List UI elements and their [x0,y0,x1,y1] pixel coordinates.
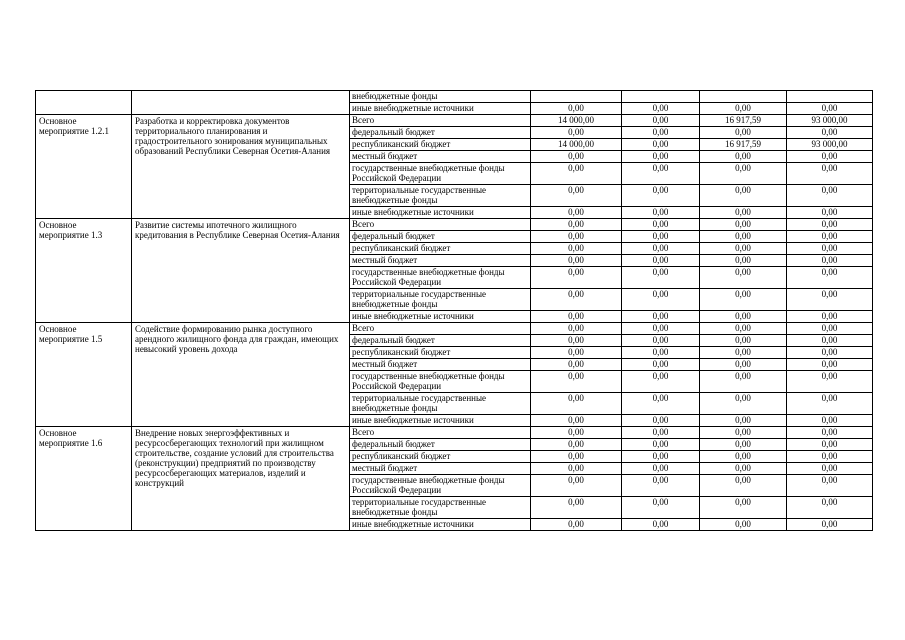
amount-cell: 0,00 [700,231,787,243]
amount-cell: 0,00 [700,185,787,207]
budget-table-body [36,91,873,531]
amount-cell: 0,00 [700,475,787,497]
amount-cell: 0,00 [531,519,622,531]
amount-cell: 0,00 [531,267,622,289]
budget-table [35,90,873,531]
amount-cell: 93 000,00 [787,139,873,151]
amount-cell: 0,00 [622,451,700,463]
activity-description-cell: Развитие системы ипотечного жилищного кредитования в Республике Северная Осетия-Алания [132,219,350,323]
activity-label-cell [36,91,132,115]
amount-cell: 16 917,59 [700,115,787,127]
amount-cell: 0,00 [622,231,700,243]
amount-cell: 0,00 [622,371,700,393]
amount-cell: 0,00 [531,451,622,463]
amount-cell: 0,00 [622,497,700,519]
amount-cell: 0,00 [622,335,700,347]
amount-cell: 0,00 [787,243,873,255]
table-row [36,115,873,127]
amount-cell: 0,00 [622,115,700,127]
amount-cell: 0,00 [787,439,873,451]
amount-cell: 0,00 [531,103,622,115]
amount-cell: 0,00 [787,323,873,335]
amount-cell: 0,00 [787,451,873,463]
amount-cell: 0,00 [531,371,622,393]
amount-cell: 0,00 [787,347,873,359]
amount-cell: 0,00 [531,415,622,427]
funding-source-cell: Всего [350,115,531,127]
amount-cell: 0,00 [787,289,873,311]
amount-cell: 0,00 [531,497,622,519]
amount-cell: 0,00 [787,359,873,371]
amount-cell: 14 000,00 [531,139,622,151]
funding-source-cell: федеральный бюджет [350,335,531,347]
amount-cell: 0,00 [531,243,622,255]
amount-cell: 0,00 [531,393,622,415]
amount-cell: 0,00 [700,103,787,115]
amount-cell: 0,00 [787,267,873,289]
amount-cell: 0,00 [787,255,873,267]
amount-cell: 0,00 [700,255,787,267]
amount-cell: 0,00 [531,127,622,139]
funding-source-cell: территориальные государственные внебюджетные фонды [350,497,531,519]
amount-cell: 0,00 [531,335,622,347]
amount-cell: 0,00 [787,311,873,323]
amount-cell: 0,00 [700,207,787,219]
funding-source-cell: Всего [350,323,531,335]
amount-cell: 0,00 [622,289,700,311]
amount-cell: 0,00 [622,439,700,451]
funding-source-cell: Всего [350,219,531,231]
funding-source-cell: государственные внебюджетные фонды Российской Федерации [350,267,531,289]
amount-cell: 0,00 [622,311,700,323]
funding-source-cell: местный бюджет [350,359,531,371]
amount-cell: 0,00 [787,371,873,393]
amount-cell: 0,00 [787,393,873,415]
activity-label-cell: Основное мероприятие 1.5 [36,323,132,427]
amount-cell: 0,00 [622,323,700,335]
funding-source-cell: республиканский бюджет [350,139,531,151]
amount-cell: 0,00 [622,475,700,497]
funding-source-cell: федеральный бюджет [350,231,531,243]
amount-cell: 0,00 [622,267,700,289]
amount-cell: 16 917,59 [700,139,787,151]
amount-cell [700,91,787,103]
amount-cell: 0,00 [622,127,700,139]
amount-cell: 0,00 [700,163,787,185]
amount-cell: 0,00 [700,393,787,415]
amount-cell: 0,00 [622,463,700,475]
amount-cell: 0,00 [622,185,700,207]
funding-source-cell: местный бюджет [350,463,531,475]
amount-cell: 0,00 [787,415,873,427]
activity-description-cell: Содействие формированию рынка доступного арендного жилищного фонда для граждан, имеющих невысокий уровень дохода [132,323,350,427]
amount-cell: 0,00 [531,185,622,207]
amount-cell: 0,00 [787,497,873,519]
amount-cell: 0,00 [622,415,700,427]
funding-source-cell: иные внебюджетные источники [350,103,531,115]
table-row [36,91,873,103]
funding-source-cell: государственные внебюджетные фонды Российской Федерации [350,371,531,393]
amount-cell: 0,00 [700,451,787,463]
amount-cell: 0,00 [700,311,787,323]
amount-cell: 0,00 [700,519,787,531]
amount-cell: 0,00 [700,289,787,311]
amount-cell: 0,00 [700,359,787,371]
activity-label-cell: Основное мероприятие 1.2.1 [36,115,132,219]
amount-cell: 0,00 [700,347,787,359]
amount-cell: 0,00 [531,231,622,243]
amount-cell: 0,00 [787,427,873,439]
amount-cell [531,91,622,103]
amount-cell: 0,00 [531,323,622,335]
funding-source-cell: иные внебюджетные источники [350,311,531,323]
funding-source-cell: местный бюджет [350,255,531,267]
amount-cell: 0,00 [622,139,700,151]
amount-cell: 0,00 [700,371,787,393]
amount-cell: 0,00 [787,163,873,185]
amount-cell: 0,00 [700,335,787,347]
amount-cell: 0,00 [787,219,873,231]
amount-cell: 0,00 [700,497,787,519]
funding-source-cell: территориальные государственные внебюджетные фонды [350,289,531,311]
activity-label-cell: Основное мероприятие 1.3 [36,219,132,323]
amount-cell [622,91,700,103]
amount-cell: 0,00 [531,255,622,267]
amount-cell: 0,00 [531,289,622,311]
amount-cell: 0,00 [531,359,622,371]
amount-cell: 0,00 [787,185,873,207]
funding-source-cell: федеральный бюджет [350,439,531,451]
amount-cell: 0,00 [622,103,700,115]
amount-cell: 0,00 [531,207,622,219]
amount-cell: 0,00 [622,243,700,255]
amount-cell: 0,00 [531,475,622,497]
funding-source-cell: территориальные государственные внебюджетные фонды [350,185,531,207]
amount-cell: 93 000,00 [787,115,873,127]
amount-cell: 0,00 [622,393,700,415]
amount-cell: 0,00 [700,151,787,163]
table-row [36,323,873,335]
funding-source-cell: федеральный бюджет [350,127,531,139]
amount-cell: 0,00 [787,519,873,531]
amount-cell: 0,00 [622,427,700,439]
amount-cell: 0,00 [787,475,873,497]
funding-source-cell: государственные внебюджетные фонды Российской Федерации [350,475,531,497]
amount-cell: 0,00 [700,463,787,475]
activity-description-cell [132,91,350,115]
activity-label-cell: Основное мероприятие 1.6 [36,427,132,531]
funding-source-cell: республиканский бюджет [350,451,531,463]
amount-cell: 0,00 [787,463,873,475]
funding-source-cell: внебюджетные фонды [350,91,531,103]
amount-cell: 0,00 [531,347,622,359]
amount-cell: 0,00 [700,323,787,335]
funding-source-cell: местный бюджет [350,151,531,163]
funding-source-cell: иные внебюджетные источники [350,207,531,219]
activity-description-cell: Разработка и корректировка документов территориального планирования и градостроительного зонирования муниципальных образований Республики Северная Осетия-Алания [132,115,350,219]
amount-cell: 0,00 [531,311,622,323]
amount-cell: 0,00 [531,219,622,231]
amount-cell: 0,00 [787,127,873,139]
funding-source-cell: государственные внебюджетные фонды Российской Федерации [350,163,531,185]
amount-cell: 0,00 [531,151,622,163]
amount-cell: 0,00 [531,427,622,439]
amount-cell: 0,00 [622,519,700,531]
funding-source-cell: Всего [350,427,531,439]
amount-cell: 0,00 [787,207,873,219]
amount-cell: 0,00 [700,267,787,289]
amount-cell: 0,00 [622,347,700,359]
funding-source-cell: республиканский бюджет [350,347,531,359]
amount-cell [787,91,873,103]
amount-cell: 0,00 [787,231,873,243]
funding-source-cell: республиканский бюджет [350,243,531,255]
table-row [36,427,873,439]
activity-description-cell: Внедрение новых энергоэффективных и ресурсосберегающих технологий при жилищном строительстве, создание условий для строительства (реконструкции) предприятий по производству ресурсосберегающих материалов, изделий и конструкций [132,427,350,531]
amount-cell: 0,00 [787,103,873,115]
amount-cell: 0,00 [787,335,873,347]
amount-cell: 0,00 [700,219,787,231]
amount-cell: 0,00 [700,243,787,255]
amount-cell: 0,00 [531,463,622,475]
amount-cell: 0,00 [531,163,622,185]
amount-cell: 0,00 [622,151,700,163]
funding-source-cell: иные внебюджетные источники [350,519,531,531]
amount-cell: 0,00 [787,151,873,163]
funding-source-cell: территориальные государственные внебюджетные фонды [350,393,531,415]
table-row [36,219,873,231]
amount-cell: 0,00 [700,427,787,439]
amount-cell: 0,00 [531,439,622,451]
funding-source-cell: иные внебюджетные источники [350,415,531,427]
amount-cell: 0,00 [622,255,700,267]
amount-cell: 0,00 [700,415,787,427]
amount-cell: 14 000,00 [531,115,622,127]
amount-cell: 0,00 [700,127,787,139]
amount-cell: 0,00 [622,359,700,371]
amount-cell: 0,00 [700,439,787,451]
amount-cell: 0,00 [622,207,700,219]
amount-cell: 0,00 [622,219,700,231]
amount-cell: 0,00 [622,163,700,185]
